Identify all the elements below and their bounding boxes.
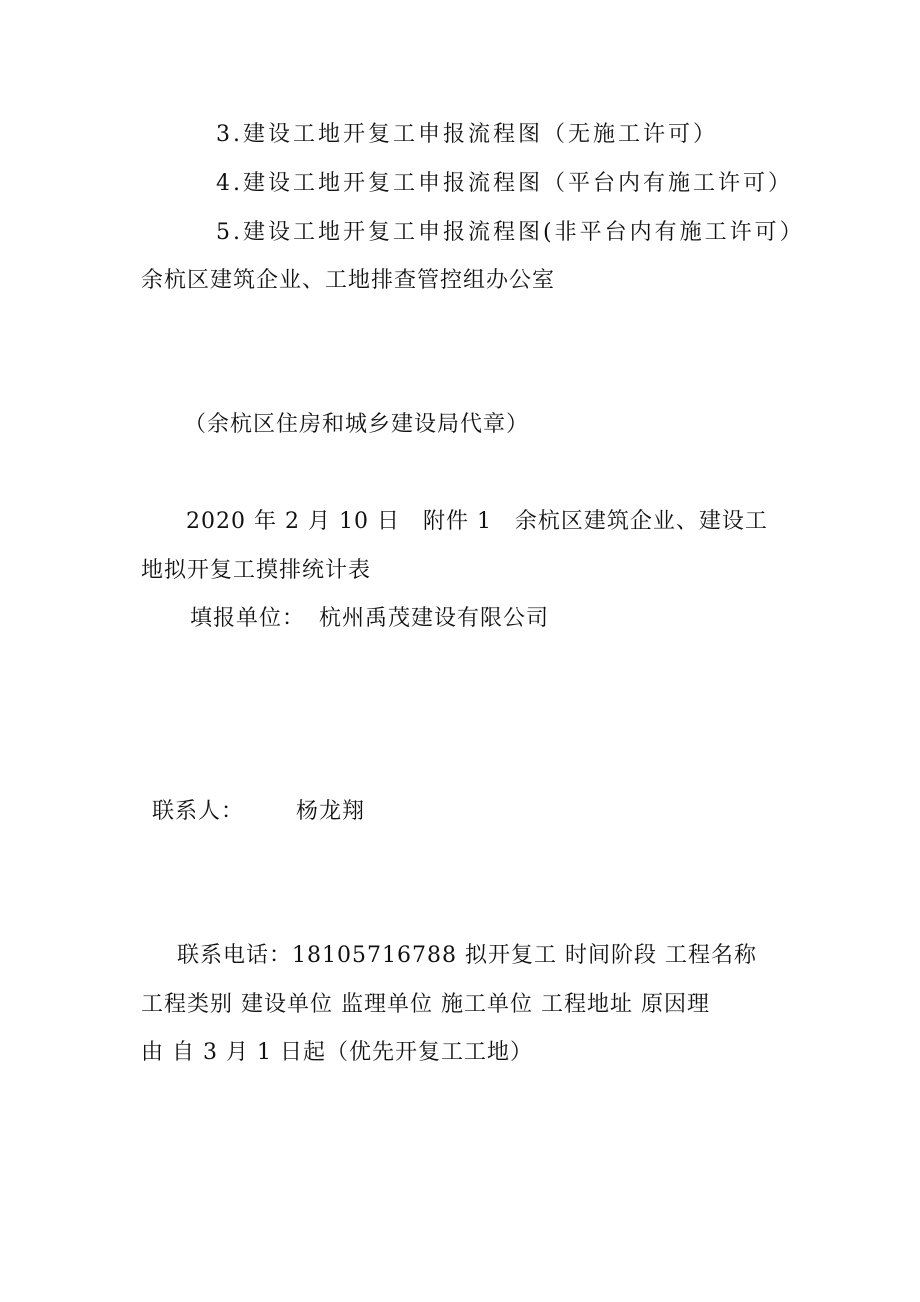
list-item-4: 4.建设工地开复工申报流程图（平台内有施工许可）: [216, 171, 793, 196]
date-attachment-line-1: 2020 年 2 月 10 日 附件 1 余杭区建筑企业、建设工: [186, 509, 768, 534]
phone-line-3: 由 自 3 月 1 日起（优先开复工工地）: [141, 1040, 533, 1065]
phone-line-2: 工程类别 建设单位 监理单位 施工单位 工程地址 原因理: [141, 992, 710, 1017]
list-item-3: 3.建设工地开复工申报流程图（无施工许可）: [216, 122, 718, 147]
reporting-unit-value: 杭州禹茂建设有限公司: [319, 606, 550, 631]
contact-row: [152, 798, 365, 826]
date-attachment-line-2: 地拟开复工摸排统计表: [141, 558, 372, 583]
office-name: 余杭区建筑企业、工地排查管控组办公室: [141, 268, 556, 293]
phone-line-1: 联系电话：18105716788 拟开复工 时间阶段 工程名称: [177, 943, 757, 968]
seal-note: （余杭区住房和城乡建设局代章）: [184, 412, 530, 437]
reporting-unit-row: [190, 605, 549, 633]
contact-value: 杨龙翔: [296, 799, 366, 824]
list-item-5: 5.建设工地开复工申报流程图(非平台内有施工许可）: [216, 220, 805, 245]
contact-label: 联系人：: [152, 799, 245, 824]
reporting-unit-label: 填报单位：: [190, 606, 306, 631]
